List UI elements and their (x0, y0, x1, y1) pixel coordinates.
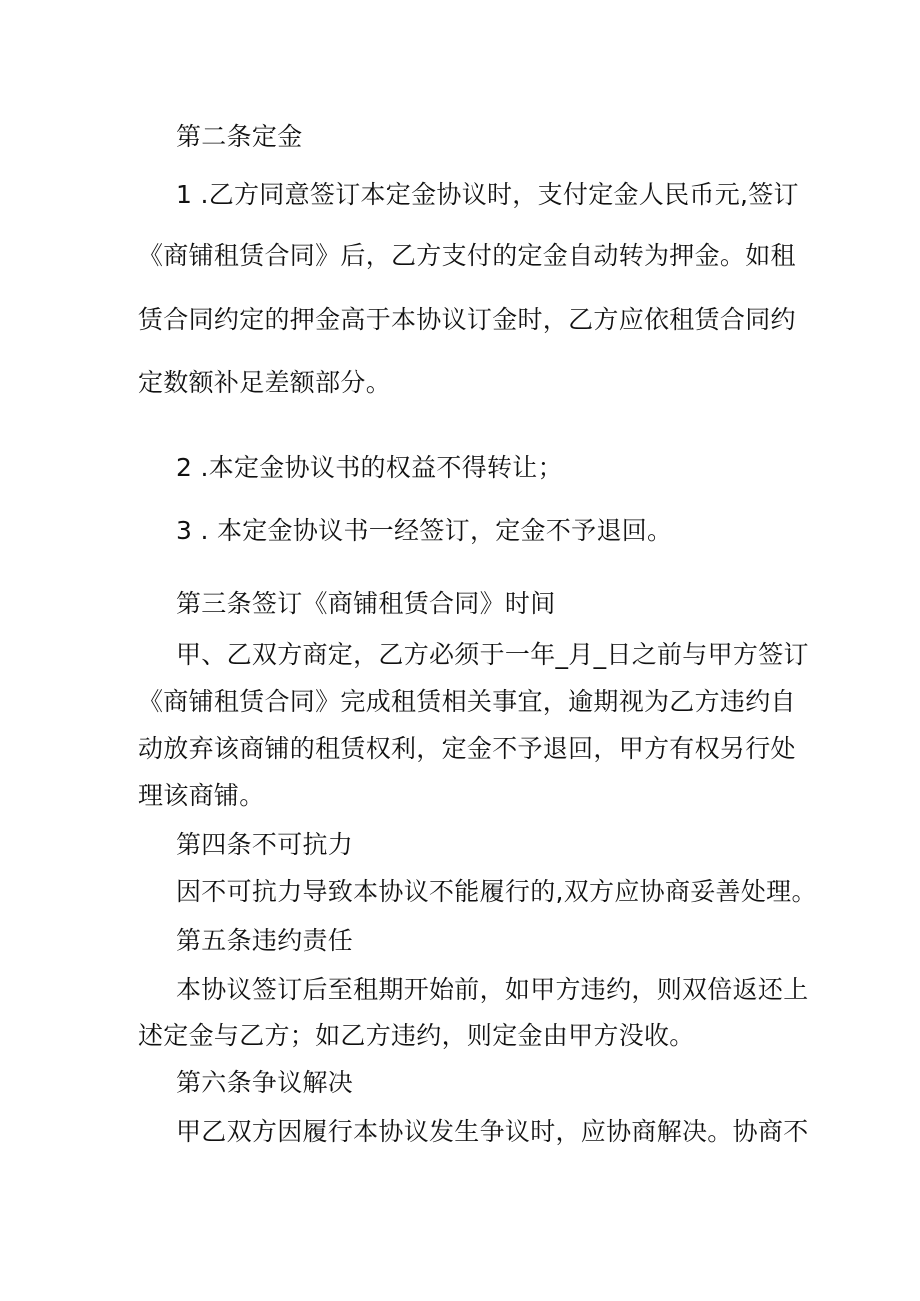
paragraph-line: 甲乙双方因履行本协议发生争议时，应协商解决。协商不 (176, 1117, 809, 1146)
paragraph-line: 述定金与乙方；如乙方违约，则定金由甲方没收。 (138, 1021, 695, 1050)
paragraph-line: 3 . 本定金协议书一经签订，定金不予退回。 (176, 516, 673, 545)
paragraph-line: 动放弃该商铺的租赁权利，定金不予退回，甲方有权另行处 (138, 734, 796, 763)
paragraph-line: 理该商铺。 (138, 781, 265, 810)
article-6-heading: 第六条争议解决 (176, 1068, 354, 1097)
paragraph-line: 甲、乙双方商定，乙方必须于一年_月_日之前与甲方签订 (176, 640, 809, 669)
paragraph-line: 定数额补足差额部分。 (138, 368, 392, 397)
paragraph-line: 2 .本定金协议书的权益不得转让； (176, 453, 563, 482)
paragraph-line: 本协议签订后至租期开始前，如甲方违约，则双倍返还上 (176, 975, 809, 1004)
paragraph-line: 《商铺租赁合同》完成租赁相关事宜，逾期视为乙方违约自 (138, 687, 796, 716)
article-2-heading: 第二条定金 (176, 122, 303, 151)
paragraph-line: 赁合同约定的押金高于本协议订金时，乙方应依租赁合同约 (138, 305, 796, 334)
paragraph-line: 因不可抗力导致本协议不能履行的,双方应协商妥善处理。 (176, 877, 817, 906)
paragraph-line: 《商铺租赁合同》后，乙方支付的定金自动转为押金。如租 (138, 241, 796, 270)
article-5-heading: 第五条违约责任 (176, 926, 354, 955)
paragraph-line: 1 .乙方同意签订本定金协议时，支付定金人民币元,签订 (176, 180, 799, 209)
article-4-heading: 第四条不可抗力 (176, 830, 354, 859)
article-3-heading: 第三条签订《商铺租赁合同》时间 (176, 589, 556, 618)
